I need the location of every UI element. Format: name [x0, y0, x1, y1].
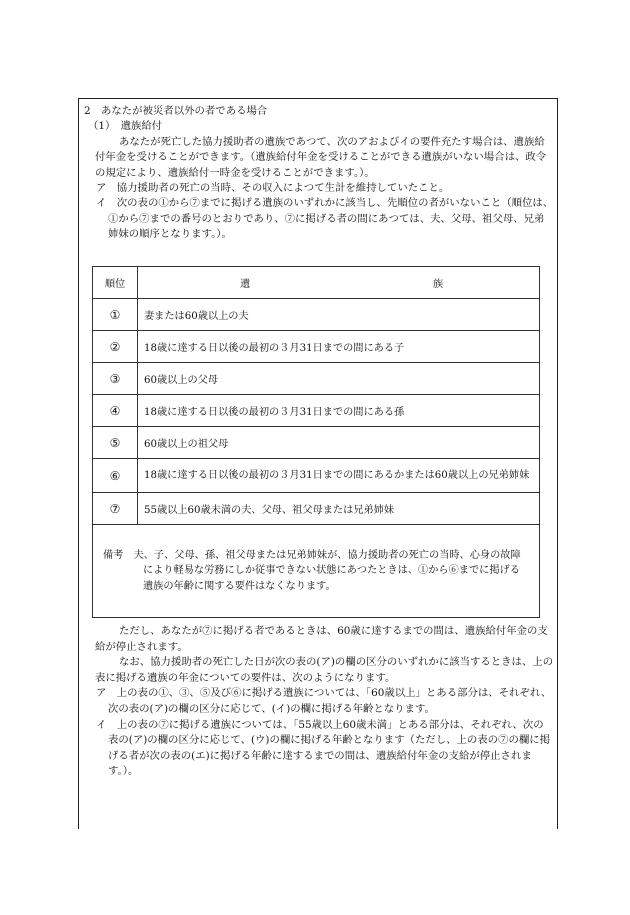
table-row [93, 427, 540, 459]
suspension-paragraph: ただし、あなたが⑦に掲げる者であるときは、60歳に達するまでの間は、遺族給付年金の支給が停止されます。 [95, 625, 548, 653]
heir-description: 妻または60歳以上の夫 [138, 299, 540, 331]
rank-number: ⑥ [93, 459, 138, 493]
heirs-header [138, 267, 540, 299]
heir-description: 18歳に達する日以後の最初の３月31日までの間にあるかまたは60歳以上の兄弟姉妹 [138, 459, 540, 493]
table-row [93, 493, 540, 525]
age-rule-a: ア 上の表の①、③、⑤及び⑥に掲げる遺族については、「60歳以上」とある部分は、それぞれ、次の表の(ア)の欄の区分に応じて、(イ)の欄に掲げる年齢となります。 [96, 687, 552, 715]
intro-paragraph: あなたが死亡した協力援助者の遺族であつて、次のアおよびイの要件充たす場合は、遺族給付年金を受けることができます。（遺族給付年金を受けることができる遺族がいない場合は、政令の規定により、遺族給付一時金を受けることができます。）。 [95, 135, 547, 179]
table-row [93, 331, 540, 363]
after-table-text [84, 624, 554, 780]
table-row [93, 459, 540, 493]
requirement-a: ア 協力援助者の死亡の当時、その収入によつて生計を維持していたこと。 [96, 182, 450, 195]
rank-number: ⑦ [93, 493, 138, 525]
subsection-heading: （1） 遺族給付 [88, 120, 163, 133]
age-rule-i: イ 上の表の⑦に掲げる遺族については、「55歳以上60歳未満」とある部分は、それぞれ、次の表の(ア)の欄の区分に応じて、(ウ)の欄に掲げる年齢となります（ただし、上の表の⑦の欄に掲げる者が次の表の(エ)に掲げる年齢に達するまでの間は、遺族給付年金の支給が停止されます。）。 [96, 718, 551, 778]
table-row [93, 363, 540, 395]
rank-number: ① [93, 299, 138, 331]
heirs-header-part2: 族 [432, 279, 443, 290]
heirs-header-part1: 遺 [240, 279, 251, 290]
table-header-row [93, 267, 540, 299]
table-row [93, 299, 540, 331]
transition-paragraph: なお、協力援助者の死亡した日が次の表の(ア)の欄の区分のいずれかに該当するときは、上の表に掲げる遺族の年金についての要件は、次のようになります。 [95, 656, 554, 684]
heir-description: 60歳以上の父母 [138, 363, 540, 395]
remark-cell [93, 525, 540, 618]
section-body [84, 104, 554, 243]
heir-description: 60歳以上の祖父母 [138, 427, 540, 459]
remark-text: 備考 夫、子、父母、孫、祖父母または兄弟姉妹が、協力援助者の死亡の当時、心身の故障により軽易な労務にしか従事できない状態にあつたときは、①から⑥までに掲げる遺族の年齢に関する要件はなくなります。 [103, 549, 521, 592]
section-heading: 2 あなたが被災者以外の者である場合 [84, 105, 268, 117]
rank-number: ② [93, 331, 138, 363]
rank-header: 順位 [93, 267, 138, 299]
rank-number: ③ [93, 363, 138, 395]
remark-row [93, 525, 540, 618]
heir-description: 18歳に達する日以後の最初の３月31日までの間にある子 [138, 331, 540, 363]
heir-description: 18歳に達する日以後の最初の３月31日までの間にある孫 [138, 395, 540, 427]
table-row [93, 395, 540, 427]
rank-number: ④ [93, 395, 138, 427]
heir-description: 55歳以上60歳未満の夫、父母、祖父母または兄弟姉妹 [138, 493, 540, 525]
requirement-i: イ 次の表の①から⑦までに掲げる遺族のいずれかに該当し、先順位の者がいないこと（順位は、①から⑦までの番号のとおりであり、⑦に掲げる者の間にあつては、夫、父母、祖父母、兄弟姉妹の順序となります。）。 [96, 197, 554, 241]
rank-number: ⑤ [93, 427, 138, 459]
heirs-table [92, 266, 540, 618]
